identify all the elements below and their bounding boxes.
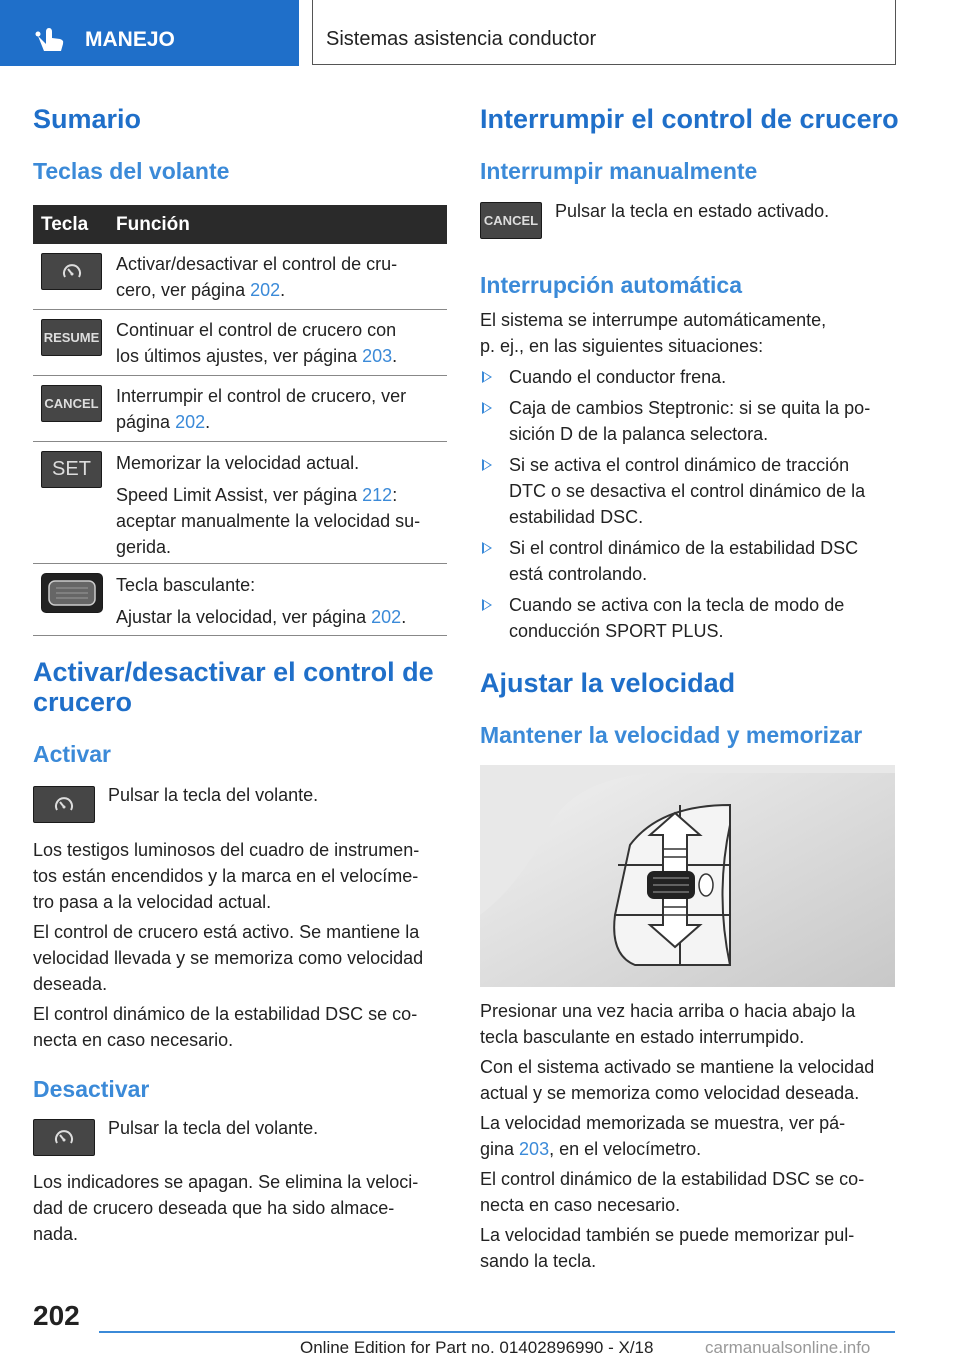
heading-interrumpir: Interrumpir el control de crucero bbox=[480, 104, 899, 134]
column-header-funcion: Función bbox=[116, 205, 447, 244]
heading-ajustar: Ajustar la velocidad bbox=[480, 668, 736, 698]
desactivar-paragraph bbox=[33, 1169, 418, 1247]
triangle-bullet-icon bbox=[482, 402, 492, 414]
row-text: Activar/desactivar el control de cru- bbox=[116, 254, 398, 274]
triangle-bullet-icon bbox=[482, 542, 492, 554]
cruise-control-key bbox=[33, 1119, 95, 1156]
text-line: Cuando el conductor frena. bbox=[509, 367, 727, 387]
row-text: Speed Limit Assist, ver página bbox=[116, 485, 363, 505]
activar-paragraph bbox=[33, 837, 423, 1053]
table-row bbox=[33, 244, 447, 310]
text-line: Con el sistema activado se mantiene la velocidad bbox=[480, 1057, 875, 1077]
instruction-text: Pulsar la tecla del volante. bbox=[108, 785, 319, 805]
text-line: Los indicadores se apagan. Se elimina la veloci- bbox=[33, 1172, 419, 1192]
cancel-key: CANCEL bbox=[41, 385, 102, 422]
text-line: velocidad llevada y se memoriza como velocidad bbox=[33, 948, 424, 968]
row-text: . bbox=[392, 346, 398, 366]
heading-activar: Activar bbox=[33, 741, 111, 767]
text-line: tos están encendidos y la marca en el velocíme- bbox=[33, 866, 419, 886]
text-line: Cuando se activa con la tecla de modo de bbox=[509, 595, 845, 615]
text-line: sición D de la palanca selectora. bbox=[509, 424, 769, 444]
text-line: conducción SPORT PLUS. bbox=[509, 621, 724, 641]
mantener-paragraph bbox=[480, 998, 874, 1274]
text-line: gina bbox=[480, 1139, 520, 1159]
table-row bbox=[33, 442, 447, 564]
chapter-title: Sistemas asistencia conductor bbox=[326, 28, 597, 50]
row-text: . bbox=[401, 607, 407, 627]
keys-table bbox=[33, 205, 447, 636]
edition-text: Online Edition for Part no. 01402896990 - X/18 bbox=[300, 1338, 654, 1357]
row-text: los últimos ajustes, ver página bbox=[116, 346, 363, 366]
heading-mantener: Mantener la velocidad y memorizar bbox=[480, 722, 863, 748]
list-item bbox=[482, 535, 858, 587]
text-line: sando la tecla. bbox=[480, 1251, 597, 1271]
instruction-text: Pulsar la tecla del volante. bbox=[108, 1118, 319, 1138]
text-line: necta en caso necesario. bbox=[33, 1030, 234, 1050]
text-line: p. ej., en las siguientes situaciones: bbox=[480, 336, 764, 356]
section-tab bbox=[0, 0, 299, 66]
instruction-text: Pulsar la tecla en estado activado. bbox=[555, 201, 830, 221]
row-text: gerida. bbox=[116, 537, 172, 557]
list-item bbox=[482, 364, 726, 390]
triangle-bullet-icon bbox=[482, 599, 492, 611]
row-text: Memorizar la velocidad actual. bbox=[116, 453, 360, 473]
triangle-bullet-icon bbox=[482, 371, 492, 383]
row-text: . bbox=[205, 412, 211, 432]
text-line: El control dinámico de la estabilidad DSC se co- bbox=[480, 1169, 865, 1189]
set-key: SET bbox=[41, 451, 102, 488]
rocker-switch-icon bbox=[48, 580, 96, 606]
text-line: estabilidad DSC. bbox=[509, 507, 644, 527]
row-text: . bbox=[280, 280, 286, 300]
cruise-icon bbox=[53, 796, 75, 814]
text-line: Presionar una vez hacia arriba o hacia abajo la bbox=[480, 1001, 856, 1021]
text-line: dad de crucero deseada que ha sido almace- bbox=[33, 1198, 395, 1218]
text-line: nada. bbox=[33, 1224, 79, 1244]
text-line: El control de crucero está activo. Se mantiene la bbox=[33, 922, 420, 942]
row-text: : bbox=[392, 485, 398, 505]
heading-teclas: Teclas del volante bbox=[33, 158, 230, 184]
heading-activar-desactivar bbox=[33, 657, 434, 717]
page-link[interactable]: 203 bbox=[519, 1139, 550, 1159]
text-line: tro pasa a la velocidad actual. bbox=[33, 892, 272, 912]
watermark: carmanualsonline.info bbox=[705, 1338, 871, 1357]
text-line: Si se activa el control dinámico de tracción bbox=[509, 455, 850, 475]
auto-paragraph bbox=[480, 307, 826, 359]
text-line: deseada. bbox=[33, 974, 108, 994]
steering-wheel-buttons-illustration bbox=[480, 765, 895, 987]
list-item bbox=[482, 395, 870, 447]
table-row bbox=[33, 376, 447, 442]
section-title: MANEJO bbox=[85, 28, 175, 51]
text-line: Si el control dinámico de la estabilidad DSC bbox=[509, 538, 859, 558]
text-line: El control dinámico de la estabilidad DSC se co- bbox=[33, 1004, 418, 1024]
text-line: La velocidad memorizada se muestra, ver pá- bbox=[480, 1113, 846, 1133]
cruise-control-key bbox=[33, 786, 95, 823]
steering-hand-icon bbox=[34, 24, 66, 52]
text-line: Caja de cambios Steptronic: si se quita la po- bbox=[509, 398, 871, 418]
row-text: cero, ver página bbox=[116, 280, 251, 300]
page-link[interactable]: 202 bbox=[175, 412, 206, 432]
footer-divider bbox=[99, 1331, 895, 1333]
list-item bbox=[482, 592, 844, 644]
row-text: Continuar el control de crucero con bbox=[116, 320, 397, 340]
page-number: 202 bbox=[33, 1300, 80, 1331]
chapter-tab bbox=[312, 0, 896, 65]
table-row bbox=[33, 564, 447, 636]
heading-sumario: Sumario bbox=[33, 104, 142, 134]
cruise-control-key bbox=[41, 253, 102, 290]
cruise-icon bbox=[61, 263, 83, 281]
triangle-bullet-icon bbox=[482, 459, 492, 471]
text-line: , en el velocímetro. bbox=[549, 1139, 702, 1159]
text-line: tecla basculante en estado interrumpido. bbox=[480, 1027, 805, 1047]
text-line: está controlando. bbox=[509, 564, 648, 584]
row-text: Interrumpir el control de crucero, ver bbox=[116, 386, 407, 406]
row-text: página bbox=[116, 412, 176, 432]
row-text: aceptar manualmente la velocidad su- bbox=[116, 511, 421, 531]
row-text: Tecla basculante: bbox=[116, 575, 256, 595]
column-header-tecla: Tecla bbox=[33, 205, 116, 244]
text-line: necta en caso necesario. bbox=[480, 1195, 681, 1215]
page-link[interactable]: 203 bbox=[362, 346, 393, 366]
table-row bbox=[33, 310, 447, 376]
heading-line: Activar/desactivar el control de bbox=[33, 657, 434, 687]
text-line: La velocidad también se puede memorizar pul- bbox=[480, 1225, 855, 1245]
heading-auto: Interrupción automática bbox=[480, 272, 742, 298]
page-link[interactable]: 212 bbox=[362, 485, 393, 505]
heading-desactivar: Desactivar bbox=[33, 1076, 150, 1102]
table-header bbox=[33, 205, 447, 244]
rocker-key bbox=[41, 573, 103, 613]
row-text: Ajustar la velocidad, ver página bbox=[116, 607, 372, 627]
page-link[interactable]: 202 bbox=[371, 607, 402, 627]
resume-key: RESUME bbox=[41, 319, 102, 356]
cancel-key: CANCEL bbox=[480, 202, 542, 239]
heading-manual: Interrumpir manualmente bbox=[480, 158, 758, 184]
cruise-icon bbox=[53, 1129, 75, 1147]
list-item bbox=[482, 452, 865, 530]
text-line: Los testigos luminosos del cuadro de instrumen- bbox=[33, 840, 420, 860]
text-line: El sistema se interrumpe automáticamente, bbox=[480, 310, 827, 330]
page-link[interactable]: 202 bbox=[250, 280, 281, 300]
heading-line: crucero bbox=[33, 687, 133, 717]
text-line: actual y se memoriza como velocidad deseada. bbox=[480, 1083, 860, 1103]
text-line: DTC o se desactiva el control dinámico de la bbox=[509, 481, 866, 501]
